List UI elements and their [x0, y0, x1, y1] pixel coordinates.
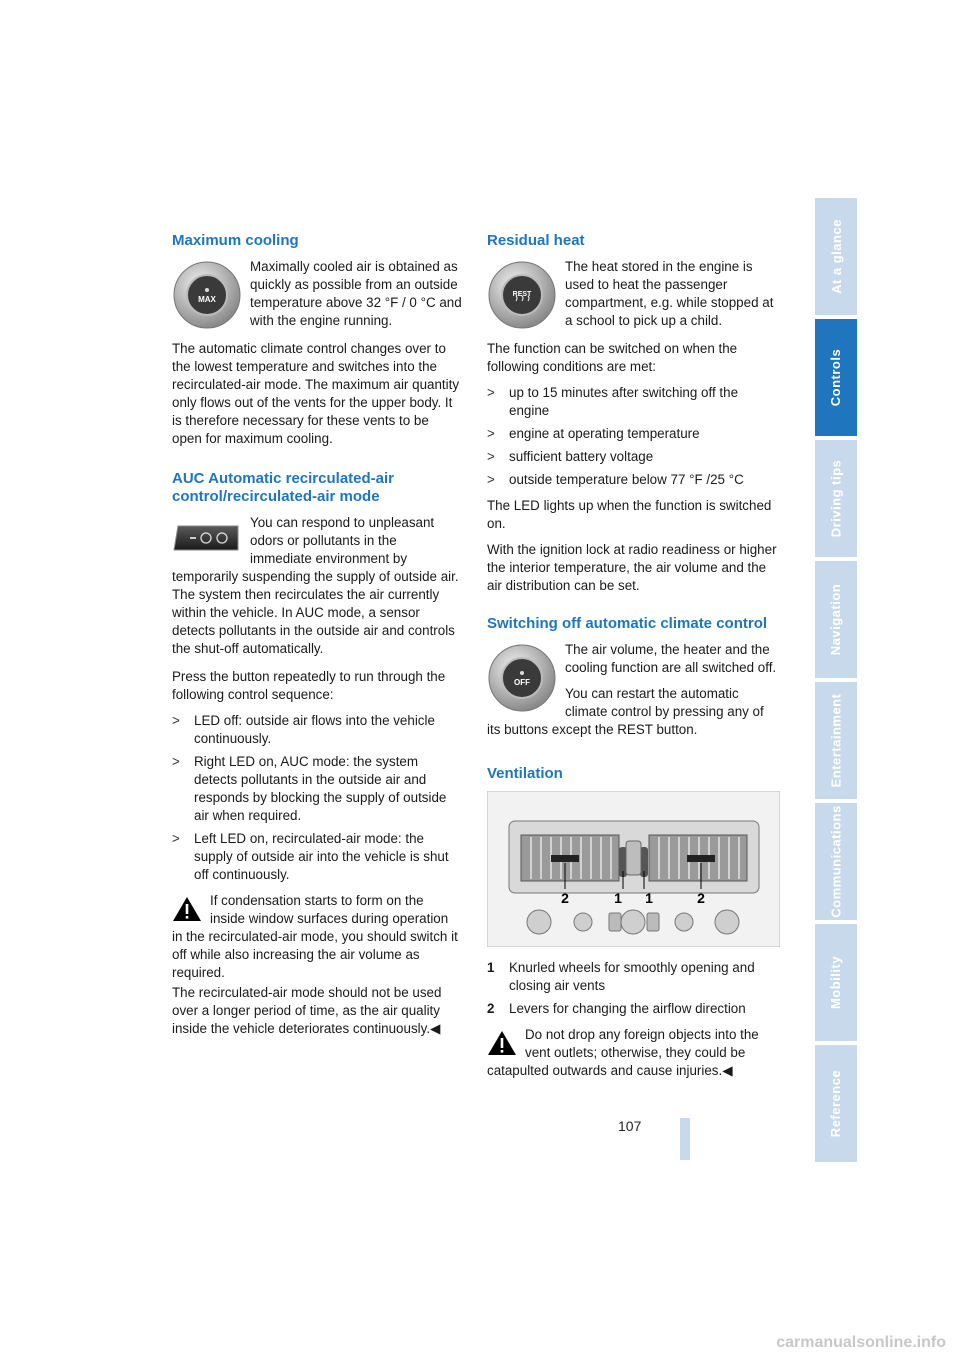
tab-communications[interactable]: Communications: [815, 803, 857, 920]
max-cooling-intro: [172, 258, 462, 338]
auc-intro: [172, 514, 462, 666]
tab-controls[interactable]: Controls: [815, 319, 857, 436]
right-column: [487, 226, 780, 1082]
list-item: > Left LED on, recirculated-air mode: the supply of outside air into the vehicle is shut off continuously.: [172, 831, 449, 882]
left-column: [172, 226, 462, 1046]
warning-icon: [487, 1029, 517, 1057]
page-marker-bar: [680, 1118, 690, 1160]
tab-at-a-glance[interactable]: At a glance: [815, 198, 857, 315]
ventilation-warning: [487, 1026, 780, 1080]
residual-intro: [487, 258, 780, 338]
bullet-mark: >: [487, 449, 495, 464]
max-cooling-body: The automatic climate control changes over to the lowest temperature and switches into the recirculated-air mode. The maximum air quantity only flows out of the vents for the upper body. It is therefore necessary for these vents to be open for maximum cooling.: [172, 341, 460, 446]
section-tabs: [815, 198, 857, 1166]
heading-residual-heat: Residual heat: [487, 232, 585, 249]
tab-mobility[interactable]: Mobility: [815, 924, 857, 1041]
list-item: > up to 15 minutes after switching off the engine: [487, 385, 739, 418]
list-item: > sufficient battery voltage: [487, 449, 654, 464]
ventilation-diagram: [487, 791, 780, 947]
auc-sequence-list: [172, 712, 462, 884]
tab-driving-tips[interactable]: Driving tips: [815, 440, 857, 557]
residual-conditions-list: [487, 384, 780, 489]
footer-watermark: carmanualsonline.info: [776, 1334, 946, 1351]
list-item: > engine at operating temperature: [487, 426, 700, 441]
residual-body: The function can be switched on when the following conditions are met:: [487, 341, 738, 374]
heading-auc: AUC Automatic recirculated-air control/recirculated-air mode: [172, 470, 394, 505]
warning-icon: [172, 895, 202, 923]
callout-2-left: 2: [561, 890, 569, 906]
residual-intro-text: The heat stored in the engine is used to heat the passenger compartment, e.g. while stopped at a school to pick up a child.: [565, 259, 774, 328]
bullet-mark: >: [172, 831, 180, 846]
auc-warning-text: If condensation starts to form on the inside window surfaces during operation in the recirculated-air mode, you should switch it off while also increasing the air volume as required.: [172, 893, 458, 980]
callout-2-right: 2: [697, 890, 705, 906]
tab-entertainment[interactable]: Entertainment: [815, 682, 857, 799]
off-knob-illustration: [487, 643, 557, 713]
callout-1-left: 1: [614, 890, 622, 906]
ventilation-warning-text: Do not drop any foreign objects into the vent outlets; otherwise, they could be catapulted outwards and cause injuries.◀: [487, 1027, 759, 1078]
auc-button-illustration: [172, 518, 242, 558]
auc-intro-text: You can respond to unpleasant odors or pollutants in the immediate environment by temporarily suspending the supply of outside air. The system then recirculates the air currently within the vehicle. In AUC mode, a sensor detects pollutants in the outside air and controls the shut-off automatically.: [172, 515, 459, 656]
heading-maximum-cooling: Maximum cooling: [172, 232, 299, 249]
max-knob-label: MAX: [198, 295, 216, 304]
bullet-mark: >: [487, 472, 495, 487]
rest-knob-illustration: [487, 260, 557, 330]
residual-led-text: The LED lights up when the function is switched on.: [487, 498, 772, 531]
switch-off-intro: [487, 641, 780, 747]
auc-warning: [172, 892, 462, 982]
bullet-mark: >: [487, 426, 495, 441]
tab-navigation[interactable]: Navigation: [815, 561, 857, 678]
auc-warning-text-2: The recirculated-air mode should not be used over a longer period of time, as the air quality inside the vehicle deteriorates continuously.◀: [172, 985, 442, 1036]
heading-switching-off: Switching off automatic climate control: [487, 615, 768, 632]
bullet-mark: >: [172, 713, 180, 728]
list-item: > LED off: outside air flows into the vehicle continuously.: [172, 713, 435, 746]
ventilation-legend: [487, 959, 780, 1018]
bullet-mark: >: [487, 385, 495, 400]
switch-off-text-1: The air volume, the heater and the cooling function are all switched off.: [565, 642, 777, 675]
tab-reference[interactable]: Reference: [815, 1045, 857, 1162]
auc-press-text: Press the button repeatedly to run through the following control sequence:: [172, 669, 446, 702]
bullet-mark: >: [172, 754, 180, 769]
list-item: > Right LED on, AUC mode: the system detects pollutants in the outside air and responds by blocking the supply of outside air when required.: [172, 754, 447, 823]
list-item: 1 Knurled wheels for smoothly opening and closing air vents: [487, 960, 755, 993]
max-cooling-intro-text: Maximally cooled air is obtained as quickly as possible from an outside temperature above 32 °F / 0 °C and with the engine running.: [250, 259, 462, 328]
switch-off-text-2: You can restart the automatic climate control by pressing any of its buttons except the REST button.: [487, 686, 764, 737]
off-knob-label: OFF: [514, 678, 530, 687]
callout-1-right: 1: [645, 890, 653, 906]
heading-ventilation: Ventilation: [487, 765, 563, 782]
list-item: > outside temperature below 77 °F /25 °C: [487, 472, 744, 487]
max-knob-illustration: [172, 260, 242, 330]
page-number: 107: [618, 1118, 642, 1134]
rest-knob-label: REST: [512, 291, 532, 298]
residual-ignition-text: With the ignition lock at radio readiness or higher the interior temperature, the air volume and the air distribution can be set.: [487, 542, 777, 593]
list-item: 2 Levers for changing the airflow direction: [487, 1001, 746, 1016]
